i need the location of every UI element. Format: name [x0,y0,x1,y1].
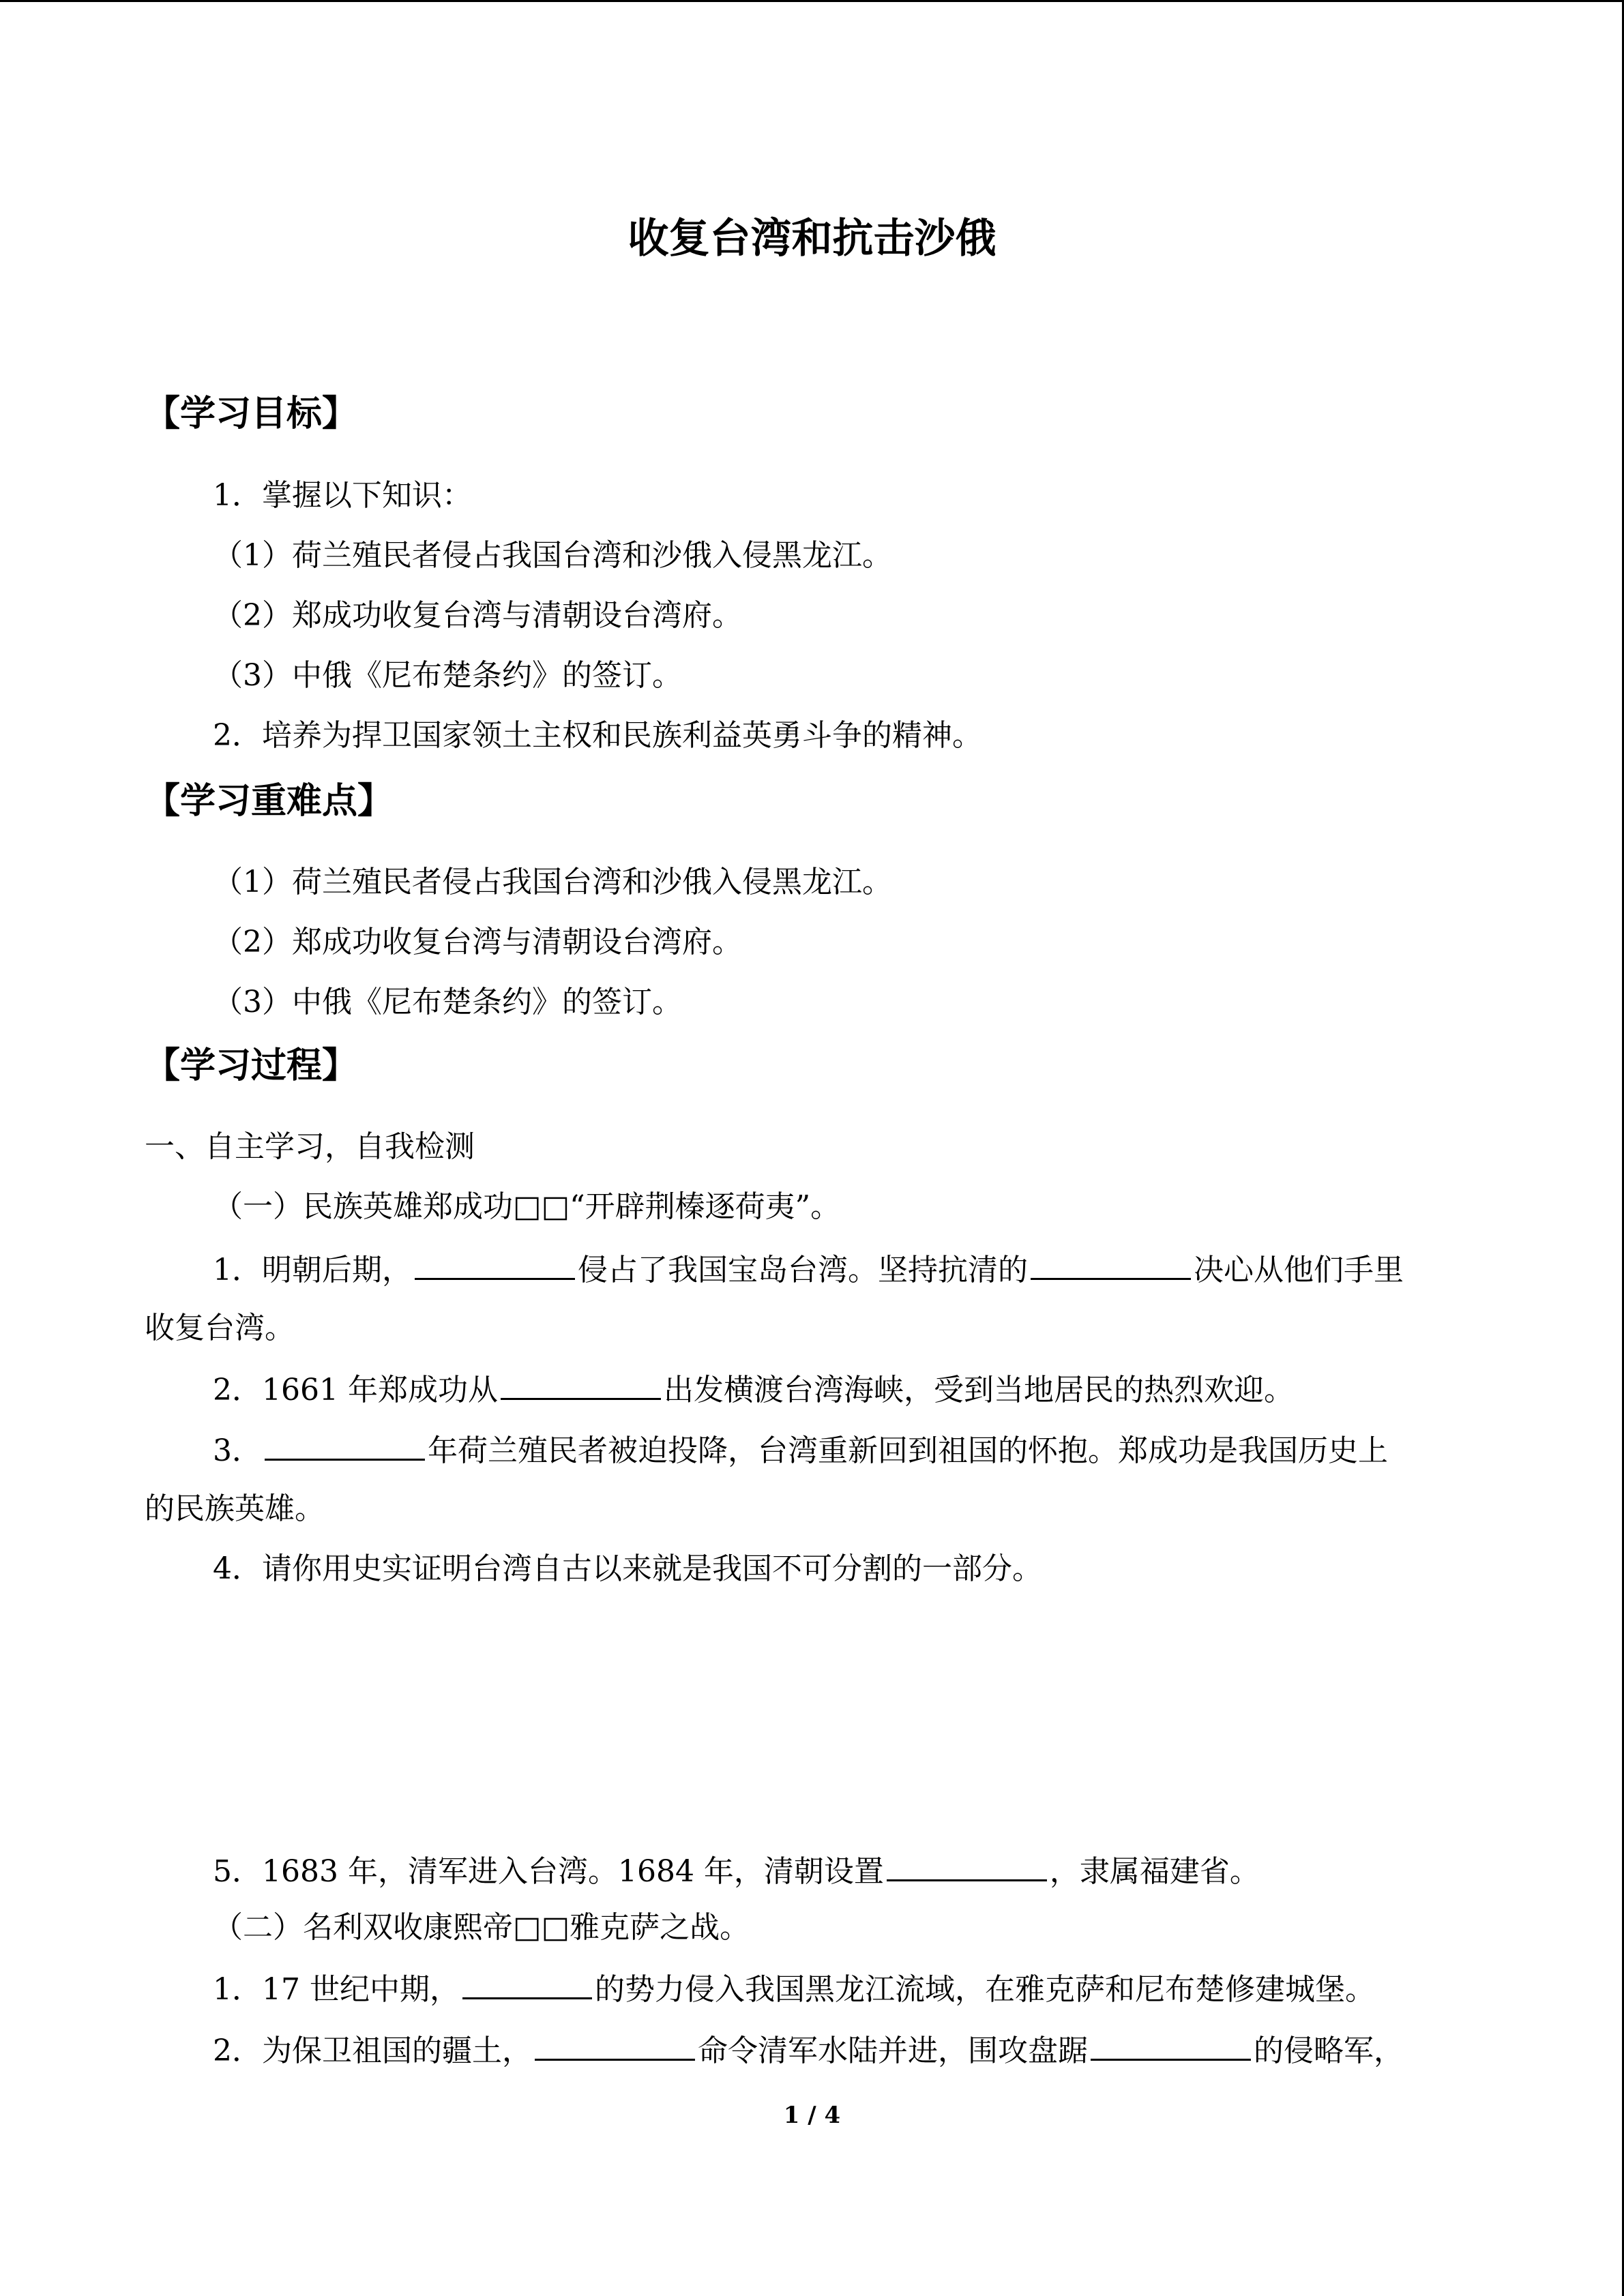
goal-item: （1）荷兰殖民者侵占我国台湾和沙俄入侵黑龙江。 [213,538,892,573]
goal-item: （3）中俄《尼布楚条约》的签订。 [213,658,682,693]
question-text: 5．1683 年，清军进入台湾。1684 年，清朝设置 [213,1854,884,1889]
question-1 [213,1248,1404,1291]
question-6 [213,1967,1375,2010]
question-text: 侵占了我国宝岛台湾。坚持抗清的 [578,1253,1028,1287]
answer-blank[interactable] [1031,1248,1191,1280]
question-text: 的势力侵入我国黑龙江流域，在雅克萨和尼布楚修建城堡。 [594,1972,1375,2007]
key-point-item: （1）荷兰殖民者侵占我国台湾和沙俄入侵黑龙江。 [213,865,892,899]
question-3 [213,1429,1388,1472]
answer-blank[interactable] [415,1248,575,1280]
answer-blank[interactable] [535,2029,695,2061]
question-text: 的侵略军， [1254,2033,1404,2068]
page-border-top [0,0,1624,2]
question-text: 1．17 世纪中期， [213,1972,460,2007]
question-text: 年荷兰殖民者被迫投降，台湾重新回到祖国的怀抱。郑成功是我国历史上 [428,1433,1388,1468]
part1-title: 一、自主学习，自我检测 [145,1129,475,1164]
question-text: 3． [213,1433,262,1468]
answer-blank[interactable] [1091,2029,1251,2061]
document-title: 收复台湾和抗击沙俄 [628,215,996,263]
question-1-continued: 收复台湾。 [145,1311,295,1345]
answer-blank[interactable] [501,1368,661,1400]
question-5 [213,1849,1260,1892]
answer-blank[interactable] [887,1849,1047,1881]
answer-blank[interactable] [462,1967,592,1999]
question-3-continued: 的民族英雄。 [145,1491,325,1526]
key-point-item: （2）郑成功收复台湾与清朝设台湾府。 [213,925,742,959]
question-text: ，隶属福建省。 [1049,1854,1260,1889]
goal-item: 2．培养为捍卫国家领土主权和民族利益英勇斗争的精神。 [213,718,982,753]
question-text: 1．明朝后期， [213,1253,412,1287]
page-number: 1 / 4 [783,2102,841,2129]
goal-item: 1．掌握以下知识： [213,478,472,513]
question-2 [213,1368,1294,1411]
question-text: 决心从他们手里 [1194,1253,1404,1287]
question-4: 4．请你用史实证明台湾自古以来就是我国不可分割的一部分。 [213,1551,1042,1586]
key-point-item: （3）中俄《尼布楚条约》的签订。 [213,985,682,1019]
key-points-heading: 【学习重难点】 [145,781,394,822]
goal-item: （2）郑成功收复台湾与清朝设台湾府。 [213,598,742,633]
sub2-title: （二）名利双收康熙帝□□雅克萨之战。 [213,1910,750,1945]
sub1-title: （一）民族英雄郑成功□□“开辟荆榛逐荷夷”。 [213,1189,841,1224]
question-7 [213,2029,1404,2072]
process-heading: 【学习过程】 [145,1045,358,1086]
goals-heading: 【学习目标】 [145,393,358,434]
question-text: 命令清军水陆并进，围攻盘踞 [698,2033,1088,2068]
question-text: 2．1661 年郑成功从 [213,1373,498,1407]
question-text: 出发横渡台湾海峡，受到当地居民的热烈欢迎。 [663,1373,1294,1407]
answer-blank[interactable] [265,1429,425,1461]
question-text: 2．为保卫祖国的疆土， [213,2033,532,2068]
